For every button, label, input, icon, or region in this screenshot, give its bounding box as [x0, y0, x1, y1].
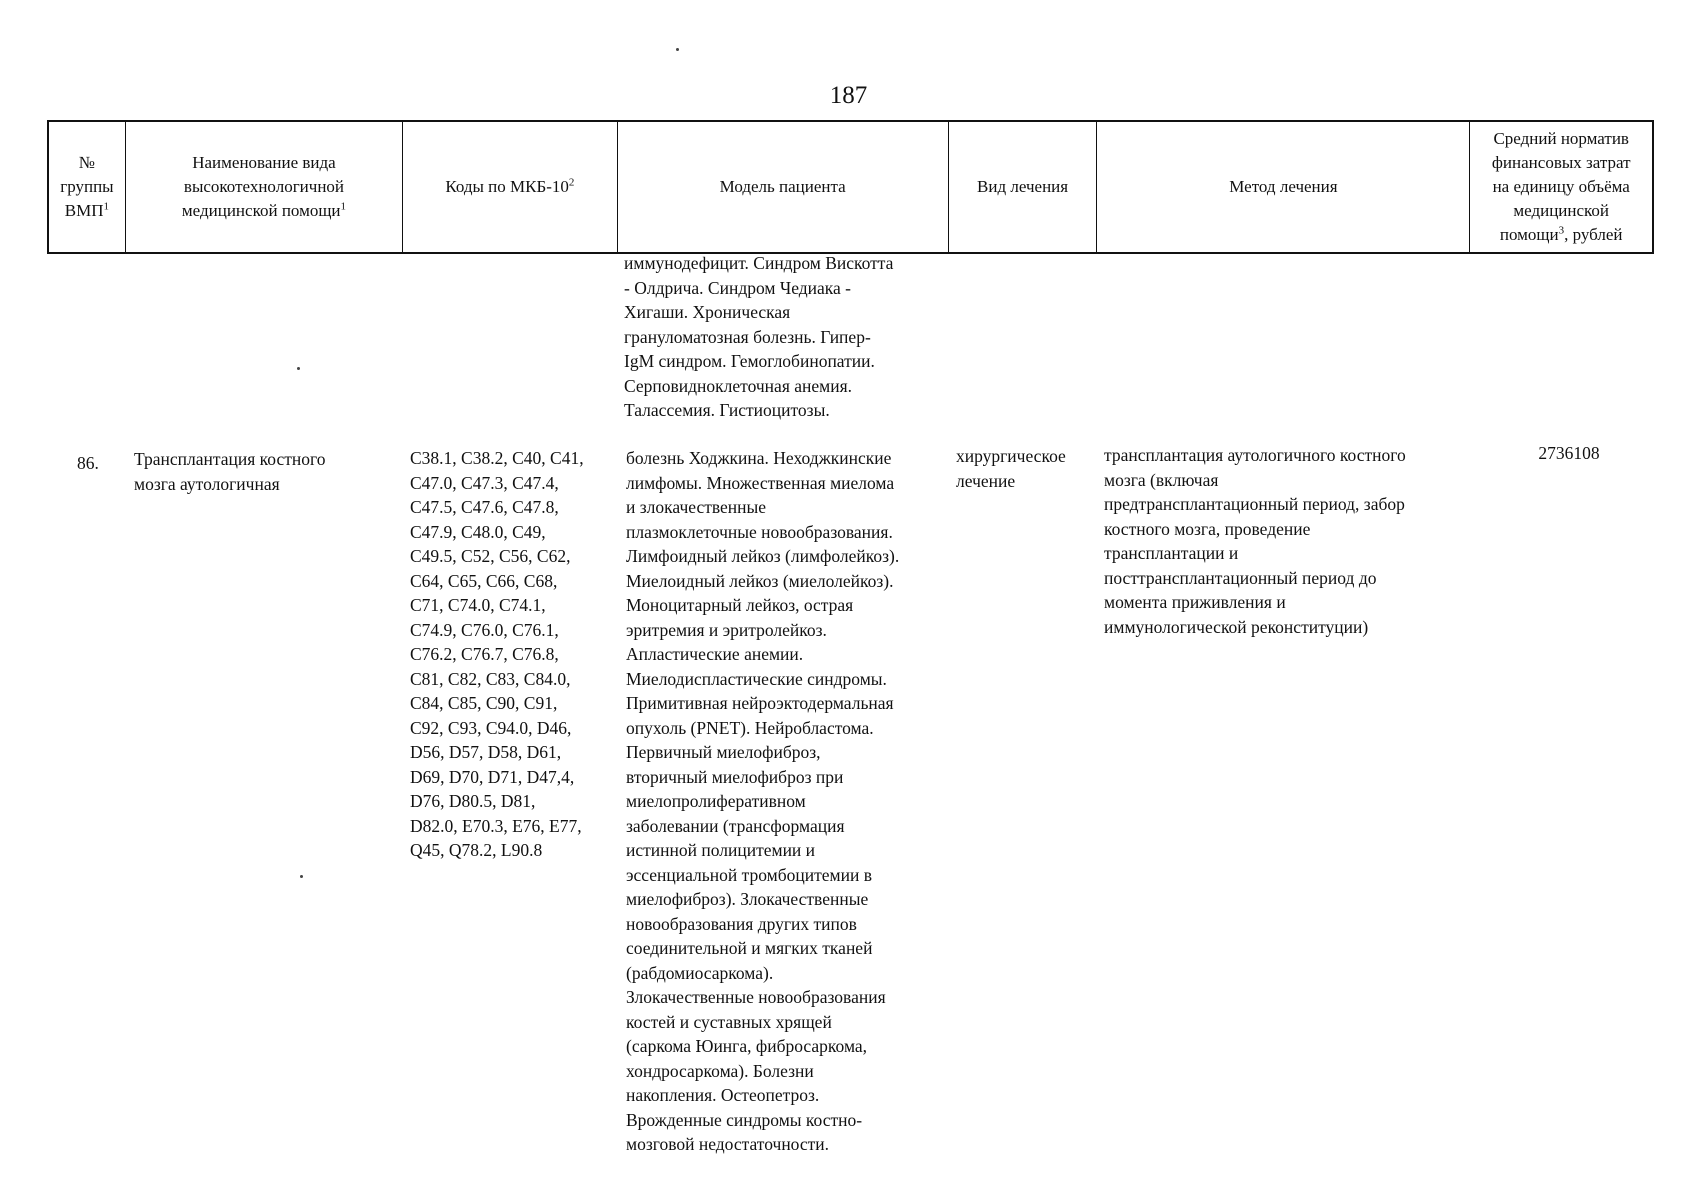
scan-speck [297, 367, 300, 370]
row-care-type: Трансплантация костного мозга аутологичная [134, 449, 326, 494]
header-treatment-method [1097, 122, 1470, 252]
row-group-number: 86. [77, 453, 99, 473]
header-cost-norm-line3: на единицу объёма [1492, 177, 1630, 196]
header-group-number-line1: № [78, 153, 96, 172]
header-care-type-line3: медицинской помощи [181, 201, 341, 220]
header-treatment-method-label: Метод лечения [1229, 177, 1338, 196]
footnote-mark: 1 [340, 200, 347, 213]
scan-speck [300, 875, 303, 878]
header-care-type-line2: высокотехнологичной [183, 177, 345, 196]
row-treatment-type: хирургическое лечение [956, 446, 1066, 491]
table-header [47, 120, 1654, 254]
header-cost-norm-line5: помощи [1499, 225, 1559, 244]
header-group-number-line3: ВМП [64, 201, 104, 220]
row-treatment-method: трансплантация аутологичного костного мозга (включая предтрансплантационный период, забор костного мозга, проведение трансплантации и посттрансплантационный период до момента приживления и иммунологической реконституции) [1104, 445, 1406, 637]
header-cost-norm-line2: финансовых затрат [1491, 153, 1631, 172]
header-icd-codes [403, 122, 617, 252]
header-patient-model-label: Модель пациента [719, 177, 846, 196]
row-cost-norm: 2736108 [1538, 443, 1600, 463]
header-patient-model [618, 122, 949, 252]
header-cost-norm [1470, 122, 1652, 252]
header-cost-norm-line1: Средний норматив [1493, 129, 1629, 148]
header-group-number [49, 122, 126, 252]
header-group-number-line2: группы [60, 177, 114, 196]
header-cost-norm-line4: медицинской [1513, 201, 1610, 220]
header-care-type [126, 122, 403, 252]
header-cost-norm-unit: , рублей [1564, 225, 1623, 244]
header-icd-codes-label: Коды по МКБ-10 [445, 177, 569, 196]
footnote-mark: 1 [103, 200, 110, 213]
footnote-mark: 2 [568, 176, 575, 189]
header-care-type-line1: Наименование вида [192, 153, 336, 172]
scan-speck [676, 48, 679, 51]
row-patient-model: болезнь Ходжкина. Неходжкинские лимфомы. Множественная миелома и злокачественные плазмоклеточные новообразования. Лимфоидный лейкоз (лимфолейкоз). Миелоидный лейкоз (миелолейкоз). Моноцитарный лейкоз, острая эритремия и эритролейкоз. Апластические анемии. Миелодиспластические синдромы. Примитивная нейроэктодермальная опухоль (PNET). Нейробластома. Первичный миелофиброз, вторичный миелофиброз при миелопролиферативном заболевании (трансформация истинной полицитемии и эссенциальной тромбоцитемии в миелофиброз). Злокачественные новообразования других типов соединительной и мягких тканей (рабдомиосаркома). Злокачественные новообразования костей и суставных хрящей (саркома Юинга, фибросаркома, хондросаркома). Болезни накопления. Остеопетроз. Врожденные синдромы костно- мозговой недостаточности. [626, 448, 900, 1154]
footnote-mark: 3 [1558, 224, 1565, 237]
header-treatment-type-label: Вид лечения [977, 177, 1069, 196]
row-icd-codes: C38.1, C38.2, C40, C41, C47.0, C47.3, C47.4, C47.5, C47.6, C47.8, C47.9, C48.0, C49, C49.5, C52, C56, C62, C64, C65, C66, C68, C71, C74.0, C74.1, C74.9, C76.0, C76.1, C76.2, C76.7, C76.8, C81, C82, C83, C84.0, C84, C85, C90, C91, C92, C93, C94.0, D46, D56, D57, D58, D61, D69, D70, D71, D47,4, D76, D80.5, D81, D82.0, E70.3, E76, E77, Q45, Q78.2, L90.8 [410, 448, 584, 860]
continued-patient-model: иммунодефицит. Синдром Вискотта - Олдрича. Синдром Чедиака - Хигаши. Хроническая грануломатозная болезнь. Гипер- IgM синдром. Гемоглобинопатии. Серповидноклеточная анемия. Талассемия. Гистиоцитозы. [624, 253, 894, 420]
header-treatment-type [949, 122, 1098, 252]
page-number: 187 [829, 82, 868, 109]
